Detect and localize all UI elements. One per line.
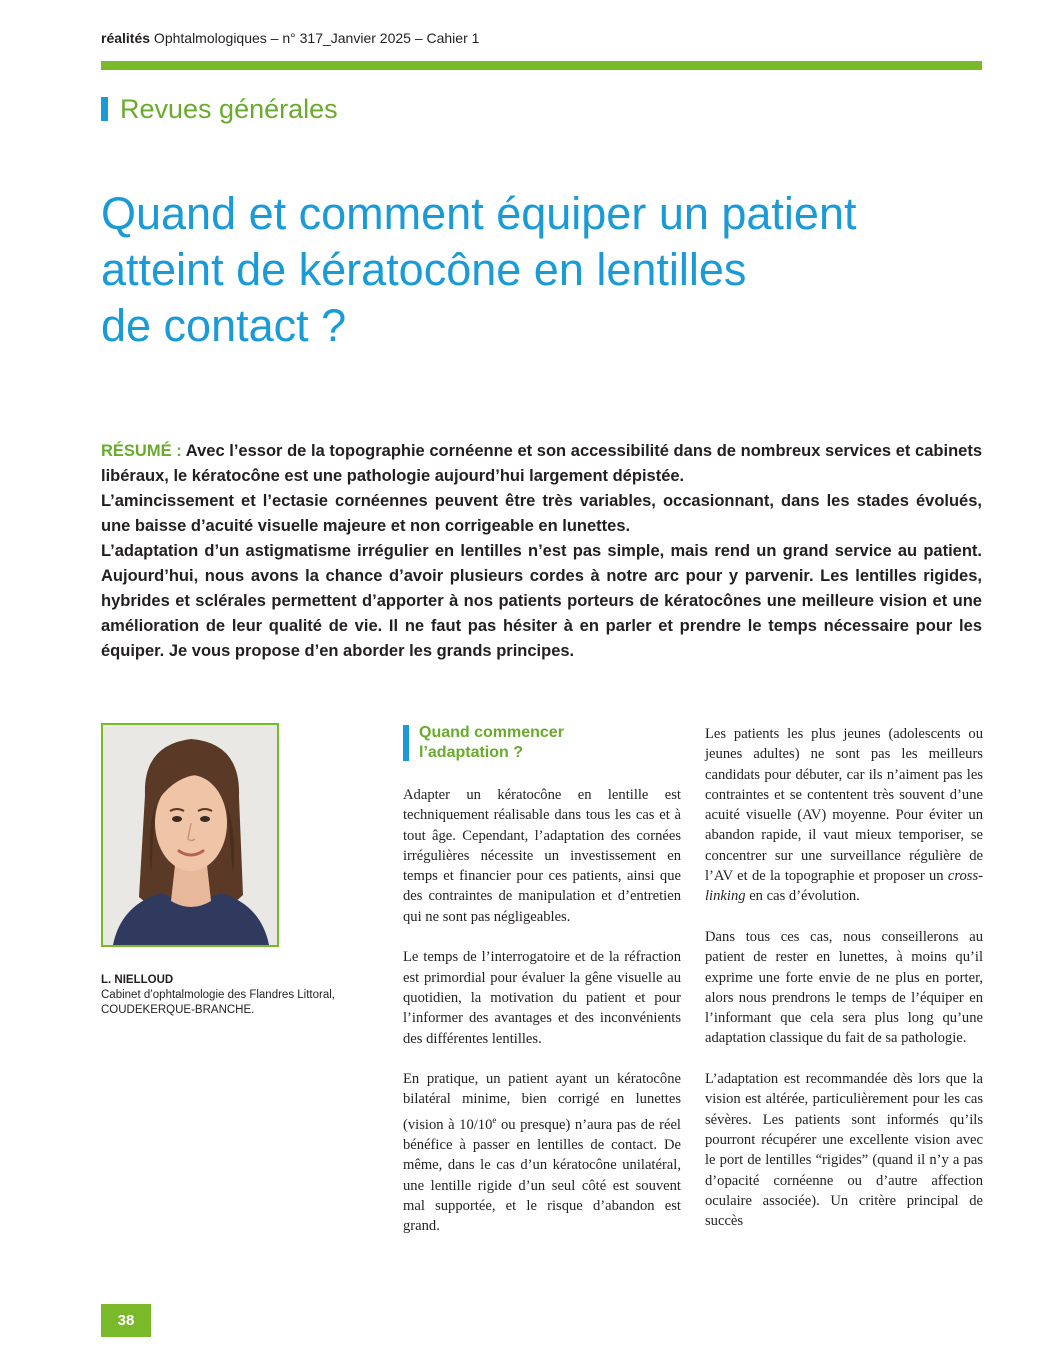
section-marker bbox=[101, 97, 108, 121]
body-column-2 bbox=[705, 724, 983, 1252]
author-city: COUDEKERQUE-BRANCHE. bbox=[101, 1004, 255, 1016]
body-text: En pratique, un patient ayant un kératocône bilatéral minime, bien corrigé en lunettes (vision à 10/10 bbox=[403, 1071, 681, 1133]
subsection-title bbox=[419, 723, 564, 763]
portrait-illustration bbox=[103, 725, 277, 945]
issue-info: Ophtalmologiques – n° 317_Janvier 2025 – Cahier 1 bbox=[150, 30, 480, 46]
subsection-heading bbox=[403, 723, 564, 763]
author-name: L. NIELLOUD bbox=[101, 974, 174, 986]
subsection-title-line: l’adaptation ? bbox=[419, 744, 523, 761]
title-line: Quand et comment équiper un patient bbox=[101, 188, 857, 239]
body-text: ou presque) n’aura pas de réel bénéfice à passer en lentilles de contact. De même, dans le cas d’un kératocône unilatéral, une lentille rigide d’un seul côté est souvent mal supportée, et le risque d’abandon est grand. bbox=[403, 1116, 681, 1235]
abstract-paragraph: L’adaptation d’un astigmatisme irrégulier en lentilles n’est pas simple, mais rend un grand service au patient. Aujourd’hui, nous avons la chance d’avoir plusieurs cordes à notre arc pour y parvenir. Les lentilles rigides, hybrides et sclérales permettent d’apporter à nos patients porteurs de kératocônes une meilleure vision et une amélioration de leur qualité de vie. Il ne faut pas hésiter à en parler et prendre le temps nécessaire pour les équiper. Je vous propose d’en aborder les grands principes. bbox=[101, 542, 982, 660]
body-paragraph bbox=[705, 724, 983, 907]
subsection-marker bbox=[403, 725, 409, 761]
header-rule bbox=[101, 61, 982, 70]
body-paragraph: L’adaptation est recommandée dès lors que la vision est altérée, particulièrement pour les cas sévères. Les patients sont informés qu’ils pourront récupérer une excellente vision avec le port de lentilles “rigides” (quand il n’y a pas d’opacité cornéenne ou d’autre affection oculaire associée). Un critère principal de succès bbox=[705, 1071, 983, 1230]
abstract-lead: RÉSUMÉ : bbox=[101, 442, 182, 460]
body-paragraph: Le temps de l’interrogatoire et de la réfraction est primordial pour évaluer la gêne visuelle au quotidien, la motivation du patient et pour l’informer des avantages et des inconvénients des différentes lentilles. bbox=[403, 949, 681, 1047]
title-line: de contact ? bbox=[101, 300, 347, 351]
body-text: en cas d’évolution. bbox=[745, 888, 860, 905]
abstract-paragraph: L’amincissement et l’ectasie cornéennes peuvent être très variables, occasionnant, dans les stades évolués, une baisse d’acuité visuelle majeure et non corrigeable en lunettes. bbox=[101, 492, 982, 535]
subsection-title-line: Quand commencer bbox=[419, 724, 564, 741]
journal-header bbox=[101, 30, 479, 46]
abstract bbox=[101, 439, 982, 664]
abstract-paragraph: Avec l’essor de la topographie cornéenne et son accessibilité dans de nombreux services et cabinets libéraux, le kératocône est une pathologie aujourd’hui largement dépistée. bbox=[101, 442, 982, 485]
section-label: Revues générales bbox=[120, 93, 338, 124]
page-number: 38 bbox=[101, 1304, 151, 1337]
author-block bbox=[101, 973, 335, 1018]
author-affiliation: Cabinet d’ophtalmologie des Flandres Littoral, bbox=[101, 989, 335, 1001]
body-column-1 bbox=[403, 785, 681, 1257]
journal-name: réalités bbox=[101, 30, 151, 46]
author-photo bbox=[101, 723, 279, 947]
italic-term: cross-linking bbox=[705, 868, 983, 905]
body-paragraph: Adapter un kératocône en lentille est techniquement réalisable dans tous les cas et à tout âge. Cependant, l’adaptation des cornées irrégulières nécessite un investissement en temps et financier pour ces patients, ainsi que des contraintes de manipulation et d’entretien qui ne sont pas négligeables. bbox=[403, 787, 681, 925]
superscript: e bbox=[492, 1114, 497, 1125]
body-paragraph bbox=[403, 1069, 681, 1236]
body-paragraph: Dans tous ces cas, nous conseillerons au patient de rester en lunettes, à moins qu’il exprime une forte envie de ne plus en porter, alors nous prendrons le temps de l’équiper en l’informant que cela sera plus long qu’une adaptation classique du fait de sa pathologie. bbox=[705, 928, 983, 1047]
article-title bbox=[101, 186, 981, 354]
section-heading bbox=[101, 94, 338, 124]
body-text: Les patients les plus jeunes (adolescents ou jeunes adultes) ne sont pas les meilleurs candidats pour débuter, car ils n’aiment pas les contraintes et se contentent très souvent d’une acuité visuelle (AV) moyenne. Pour éviter un abandon rapide, il vaut mieux temporiser, se concentrer sur une surveillance régulière de l’AV et de la topographie et proposer un bbox=[705, 726, 983, 885]
title-line: atteint de kératocône en lentilles bbox=[101, 244, 747, 295]
